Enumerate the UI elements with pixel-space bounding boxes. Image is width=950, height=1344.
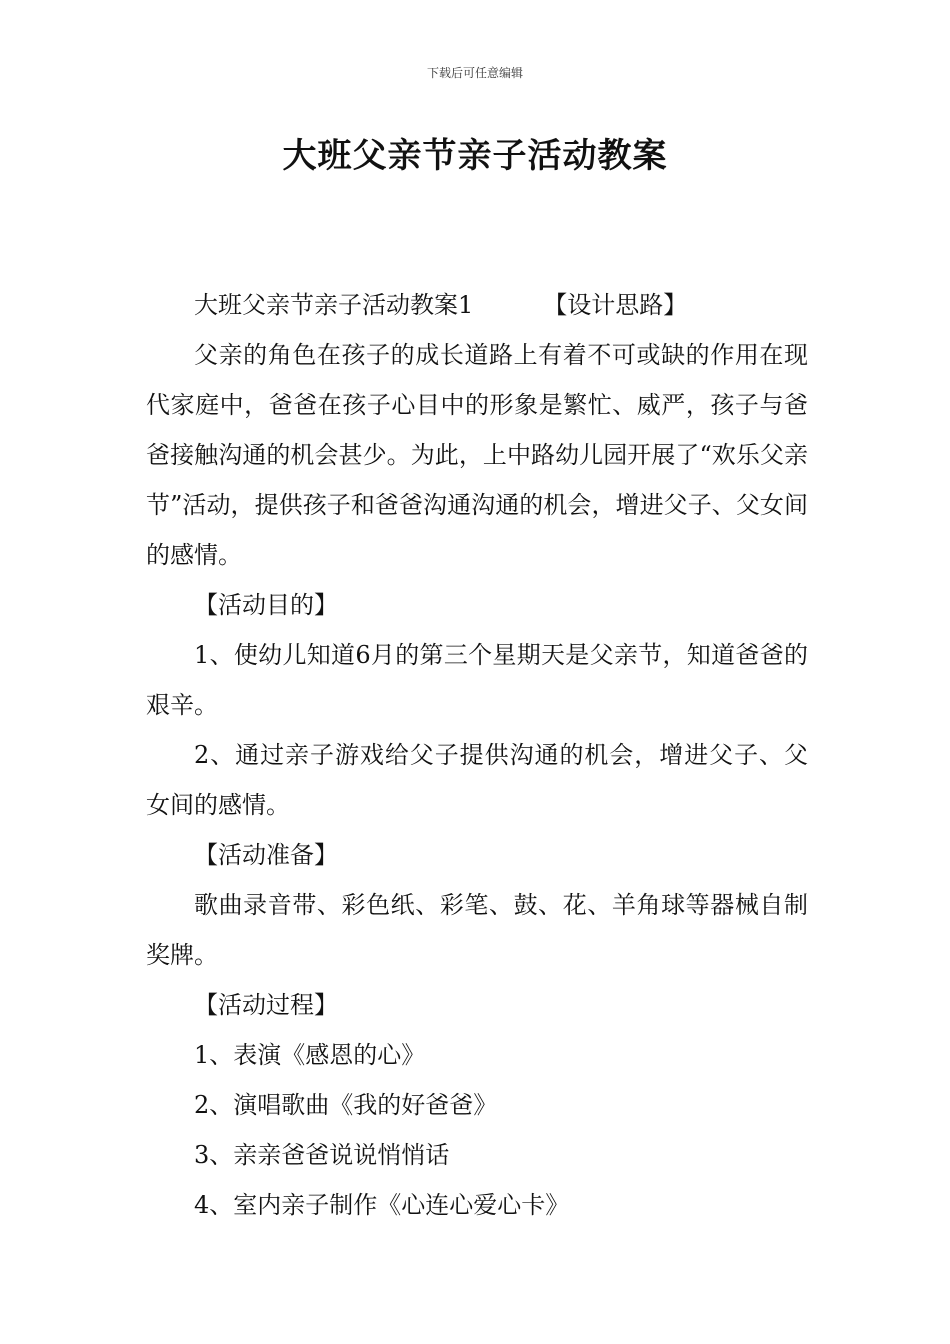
document-body xyxy=(146,280,808,1230)
design-paragraph: 父亲的角色在孩子的成长道路上有着不可或缺的作用在现代家庭中，爸爸在孩子心目中的形象是繁忙、威严，孩子与爸爸接触沟通的机会甚少。为此，上中路幼儿园开展了“欢乐父亲节”活动，提供孩子和爸爸沟通沟通的机会，增进父子、父女间的感情。 xyxy=(146,341,808,569)
subtitle: 大班父亲节亲子活动教案1 xyxy=(194,291,474,319)
design-heading: 【设计思路】 xyxy=(543,291,688,319)
process-item: 1、表演《感恩的心》 xyxy=(194,1041,426,1069)
process-item: 3、亲亲爸爸说说悄悄话 xyxy=(194,1141,450,1169)
goal-heading: 【活动目的】 xyxy=(194,591,338,619)
subtitle-line xyxy=(146,280,808,330)
goal-item: 1、使幼儿知道6月的第三个星期天是父亲节，知道爸爸的艰辛。 xyxy=(146,641,808,719)
process-item: 2、演唱歌曲《我的好爸爸》 xyxy=(194,1091,498,1119)
prep-heading: 【活动准备】 xyxy=(194,841,338,869)
header-note: 下载后可任意编辑 xyxy=(426,66,523,80)
document-title: 大班父亲节亲子活动教案 xyxy=(282,136,668,176)
process-heading: 【活动过程】 xyxy=(194,991,338,1019)
goal-item: 2、通过亲子游戏给父子提供沟通的机会，增进父子、父女间的感情。 xyxy=(146,741,808,819)
process-item: 4、室内亲子制作《心连心爱心卡》 xyxy=(194,1191,570,1219)
prep-paragraph: 歌曲录音带、彩色纸、彩笔、鼓、花、羊角球等器械自制奖牌。 xyxy=(146,891,808,969)
